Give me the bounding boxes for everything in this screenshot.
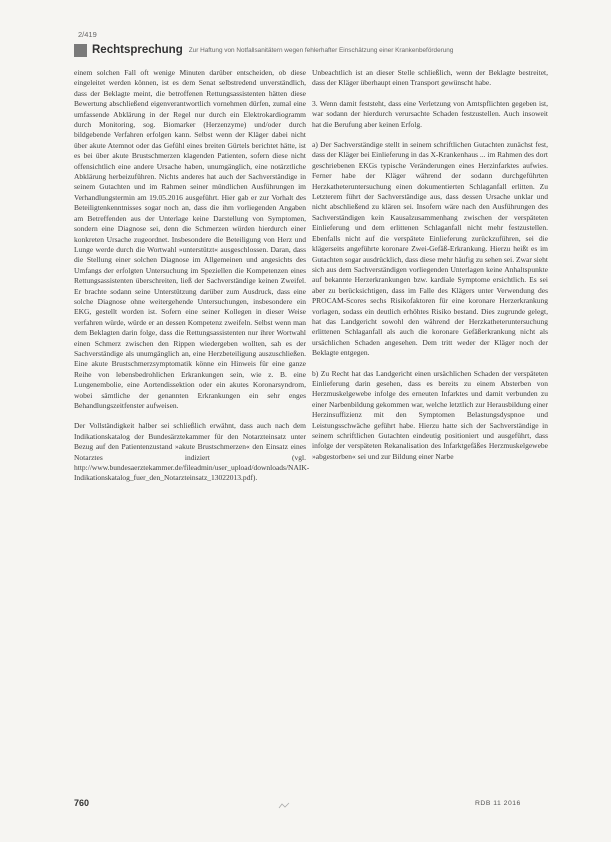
page-header xyxy=(74,42,574,58)
paragraph: einem solchen Fall oft wenige Minuten darüber entscheiden, ob diese eingeleitet werden können, ist es dem Senat selbstredend unverständlich, dass der Beklagte meint, die betroffenen Rettungsassistenten hätten diese Bewertung abschließend eigenverantwortlich vornehmen dürfen, zumal eine umfassende Abklärung in der Regel nur durch ein Elektrokardiogramm durch Monitoring, sog. Biomarker (Herzenzyme) und/oder durch bildgebende Verfahren erfolgen kann. Selbst wenn der Kläger dabei nicht über akute Atemnot oder das Gefühl eines breiten Gürtels berichtet hätte, ist es bei über akute Brustschmerzen klagenden Patienten, sofern diese nicht offensichtlich eine andere Ursache haben, unumgänglich, eine notärztliche Abklärung herbeizuführen. Nichts anderes hat auch der Sachverständige in seinem Gutachten und im Rahmen seiner mündlichen Ausführungen im Verhandlungstermin am 19.05.2016 ausgeführt. Hier gab er zur Vorhalt des Beteiligtenkenntnisses sogar noch an, dass die ihm vorliegenden Angaben am Betreffenden aus der Unterlage keine Darstellung von Symptomen, sondern eine Diagnose sei, denn die Schmerzen würden hierdurch einer konkreten Ursache zugeordnet. Insbesondere die Beteiligung von Herz und Lunge werde durch die Wortwahl »unterstützt« ausgeschlossen. Daran, dass die Stellung einer solchen Diagnose im Allgemeinen und angesichts des Umfangs der erfolgten Untersuchung im Speziellen die Kompetenzen eines Rettungsassistenten überschreiten, ließ der Sachverständige keinen Zweifel. Er brachte sodann seine Unterstützung darüber zum Ausdruck, dass eine solche Diagnose ohne weitergehende Untersuchungen, insbesondere ein EKG, gestellt worden ist. Sofern eine seiner Kollegen in dieser Weise verfahren würde, würde er an dessen Kompetenz zweifeln. Selbst wenn man dem Beklagten darin folge, dass die Rettungsassistenten nur ihrer Wortwahl einen Schmerz zwischen den Rippen wiedergeben wollten, sah es der Sachverständige als unumgänglich an, eine Herzbeteiligung auszuschließen. Eine akute Brustschmerzsymptomatik könne ein Hinweis für eine ganze Reihe von lebensbedrohlichen Erkrankungen sein, wie z. B. eine Lungenembolie, eine Aortendissektion oder ein akutes Koronarsyndrom, wobei sämtliche der genannten Erkrankungen ein sehr enges Behandlungszeitfenster aufweisen. xyxy=(74,68,306,410)
paragraph: b) Zu Recht hat das Landgericht einen ursächlichen Schaden der verspäteten Einlieferung darin gesehen, dass es bereits zu einem Absterben von Herzmuskelgewebe infolge des erneuten Infarktes und damit verbunden zu einer Narbenbildung gekommen war, welche letztlich zur Herausbildung einer Herzinsuffizienz mit den Symptomen Belastungsdyspnoe und Leistungsschwäche geführt habe. Hierzu hatte sich der Sachverständige in seinem schriftlichen Gutachten eindeutig positioniert und ausgeführt, dass infolge der verspäteten Rekanalisation des Infarktgefäßes Herzmuskelgewebe »abgestorben« sei und zur Bildung einer Narbe xyxy=(312,368,548,461)
journal-issue: RDB 11 2016 xyxy=(475,800,521,807)
paragraph: 3. Wenn damit feststeht, dass eine Verletzung von Amtspflichten gegeben ist, war sodann der hierdurch verursachte Schaden festzustellen. Auch insoweit hat die Berufung aber keinen Erfolg. xyxy=(312,98,548,129)
archive-stamp: 2/419 xyxy=(78,30,97,39)
right-column xyxy=(312,68,548,470)
section-title: Rechtsprechung xyxy=(92,44,183,56)
left-column xyxy=(74,68,310,494)
section-subtitle: Zur Haftung von Notfallsanitätern wegen fehlerhafter Einschätzung einer Krankenbeförderung xyxy=(188,46,454,54)
paragraph: a) Der Sachverständige stellt in seinem schriftlichen Gutachten zunächst fest, dass der Kläger bei Einlieferung in das X-Krankenhaus ... im Rahmen des dort geschriebenen EKGs typische Veränderungen eines Herzinfarktes aufwies. Ferner habe der Kläger während der sodann durchgeführten Herzkatheteruntersuchung einen dokumentierten Schlaganfall erlitten. Zu Letzterem führt der Sachverständige aus, dass dessen Ursache unklar und nicht abschließend zu klären sei. Insofern wäre nach den Ausführungen des Sachverständigen kein Kausalzusammenhang zwischen der verspäteten Einlieferung und dem erlittenen Schlaganfall nicht mehr festzustellen. Ebenfalls nicht auf die verspätete Einlieferung zurückzuführen, sei die klägerseits angeführte koronare Zwei-Gefäß-Erkrankung. Hierzu heißt es im Gutachten sogar ausdrücklich, dass diese mehr häufig zu sehen sei. Zwar sieht sich aus dem Sachverständigen vorliegenden Unterlagen keine Anhaltspunkte auf bekannte Herzerkrankungen bzw. kardiale Symptome ersichtlich. Es sei aber zu berücksichtigen, dass im Falle des Klägers unter Verwendung des PROCAM-Scores sechs Risikofaktoren für eine koronare Herzerkrankung vorlagen, sodass ein deutlich erhöhtes Risiko bestand. Dies zugrunde gelegt, hat das Landgericht sowohl den während der Herzkatheteruntersuchung erlittenen Schlaganfall als auch die koronare Gefäßerkrankung nicht als ursächlichen Schaden angesehen. Dem tritt weder der Kläger noch der Beklagte entgegen. xyxy=(312,140,548,358)
scan-mark-icon xyxy=(278,802,290,810)
paragraph: Der Vollständigkeit halber sei schließlich erwähnt, dass auch nach dem Indikationskatalog der Bundesärztekammer für den Notarzteinsatz unter Bezug auf den Patientenzustand »akute Brustschmerzen« den Einsatz eines Notarztes indiziert (vgl. http://www.bundesaerztekammer.de/fileadmin/user_upload/downloads/NAIK-Indikationskatalog_fuer_den_Notarzteinsatz_13022013.pdf). xyxy=(74,421,310,483)
section-marker-icon xyxy=(74,44,87,57)
paragraph: Unbeachtlich ist an dieser Stelle schließlich, wenn der Beklagte bestreitet, dass der Kläger überhaupt einen Transport gewünscht habe. xyxy=(312,68,548,88)
page-number: 760 xyxy=(74,798,90,808)
